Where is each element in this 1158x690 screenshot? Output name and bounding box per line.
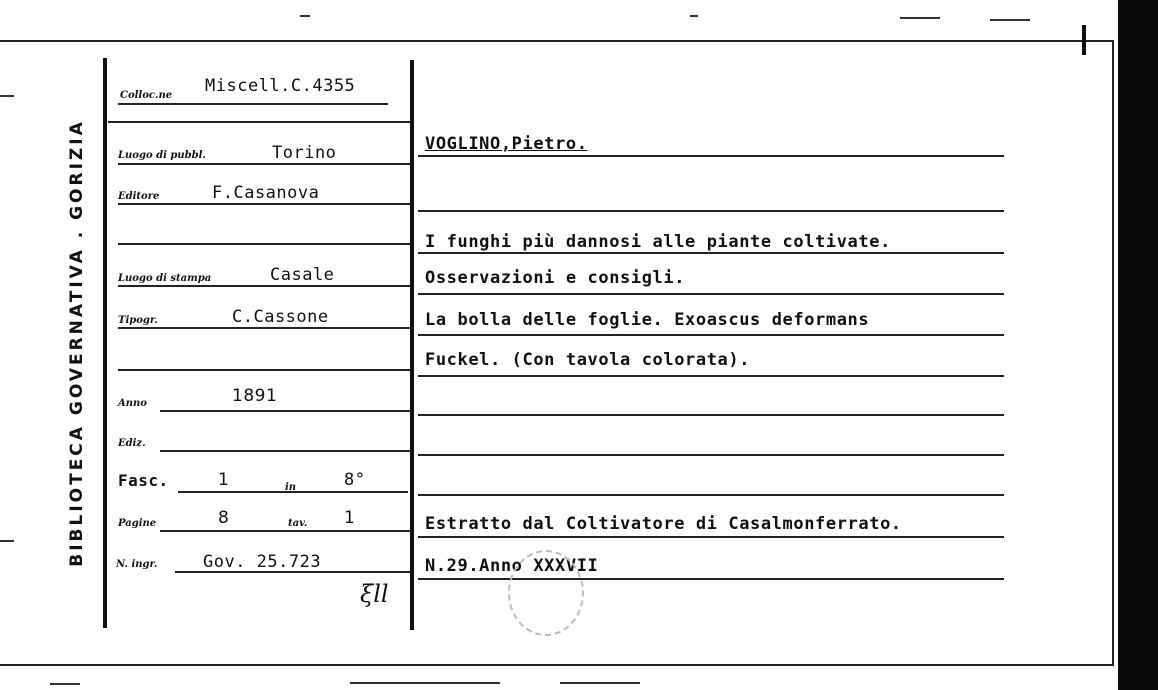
pagine-label: Pagine <box>118 518 157 529</box>
inventario-label: N. ingr. <box>116 559 158 570</box>
rule <box>160 530 410 532</box>
scan-mark <box>990 19 1030 21</box>
rule <box>418 536 1004 538</box>
edizione-label: Ediz. <box>118 438 146 449</box>
rule <box>108 121 410 123</box>
rule <box>118 103 388 105</box>
rule <box>418 454 1004 456</box>
scan-mark <box>50 683 80 685</box>
rule <box>118 369 410 371</box>
rule <box>418 578 1004 580</box>
scan-mark <box>0 95 14 97</box>
title-line-4: Fuckel. (Con tavola colorata). <box>425 350 751 370</box>
editore-label: Editore <box>118 191 160 202</box>
rule <box>418 375 1004 377</box>
collocazione-value: Miscell.C.4355 <box>205 76 356 96</box>
column-divider <box>410 60 414 630</box>
library-name-vertical: BIBLIOTECA GOVERNATIVA . GORIZIA <box>67 118 87 567</box>
handwritten-mark: ξll <box>360 580 389 608</box>
rule <box>418 293 1004 295</box>
rule <box>118 203 410 205</box>
left-margin-line <box>103 58 107 628</box>
pagine-value: 8 <box>218 508 230 528</box>
editore-value: F.Casanova <box>212 183 320 203</box>
scan-edge-shadow <box>1118 0 1158 690</box>
scan-mark <box>0 540 14 542</box>
rule <box>160 410 410 412</box>
collocazione-label: Colloc.ne <box>120 90 173 101</box>
rule <box>118 327 410 329</box>
luogo-stampa-value: Casale <box>270 265 335 285</box>
luogo-pubbl-value: Torino <box>272 143 337 163</box>
rule <box>118 285 410 287</box>
formato-label: Fasc. <box>118 471 169 490</box>
rule <box>418 155 1004 157</box>
tav-label: tav. <box>288 518 308 529</box>
author-line: VOGLINO,Pietro. <box>425 134 588 154</box>
scan-mark <box>300 15 310 17</box>
rule <box>418 334 1004 336</box>
scan-mark <box>1082 25 1086 55</box>
scan-mark <box>900 17 940 19</box>
library-stamp <box>508 550 584 636</box>
rule <box>118 243 410 245</box>
anno-label: Anno <box>118 398 147 409</box>
tav-value: 1 <box>344 508 356 528</box>
formato-in-label: in <box>285 482 297 493</box>
issue-line: N.29.Anno XXXVII <box>425 556 599 576</box>
luogo-stampa-label: Luogo di stampa <box>118 273 212 284</box>
anno-value: 1891 <box>232 386 278 406</box>
tipografia-value: C.Cassone <box>232 307 329 327</box>
rule <box>160 450 410 452</box>
scan-mark <box>690 15 698 17</box>
luogo-pubbl-label: Luogo di pubbl. <box>118 150 206 161</box>
title-line-3: La bolla delle foglie. Exoascus deformans <box>425 310 870 330</box>
scan-mark <box>560 682 640 684</box>
rule <box>418 252 1004 254</box>
title-line-2: Osservazioni e consigli. <box>425 268 686 288</box>
rule <box>418 210 1004 212</box>
inventario-value: Gov. 25.723 <box>203 552 322 572</box>
title-line-1: I funghi più dannosi alle piante coltivate. <box>425 232 891 252</box>
note-line: Estratto dal Coltivatore di Casalmonferrato. <box>425 514 902 534</box>
scan-mark <box>350 682 500 684</box>
tipografia-label: Tipogr. <box>118 315 158 326</box>
formato-value: 1 <box>218 470 230 490</box>
rule <box>418 494 1004 496</box>
formato-in-value: 8° <box>344 470 366 490</box>
rule <box>118 163 410 165</box>
rule <box>418 414 1004 416</box>
